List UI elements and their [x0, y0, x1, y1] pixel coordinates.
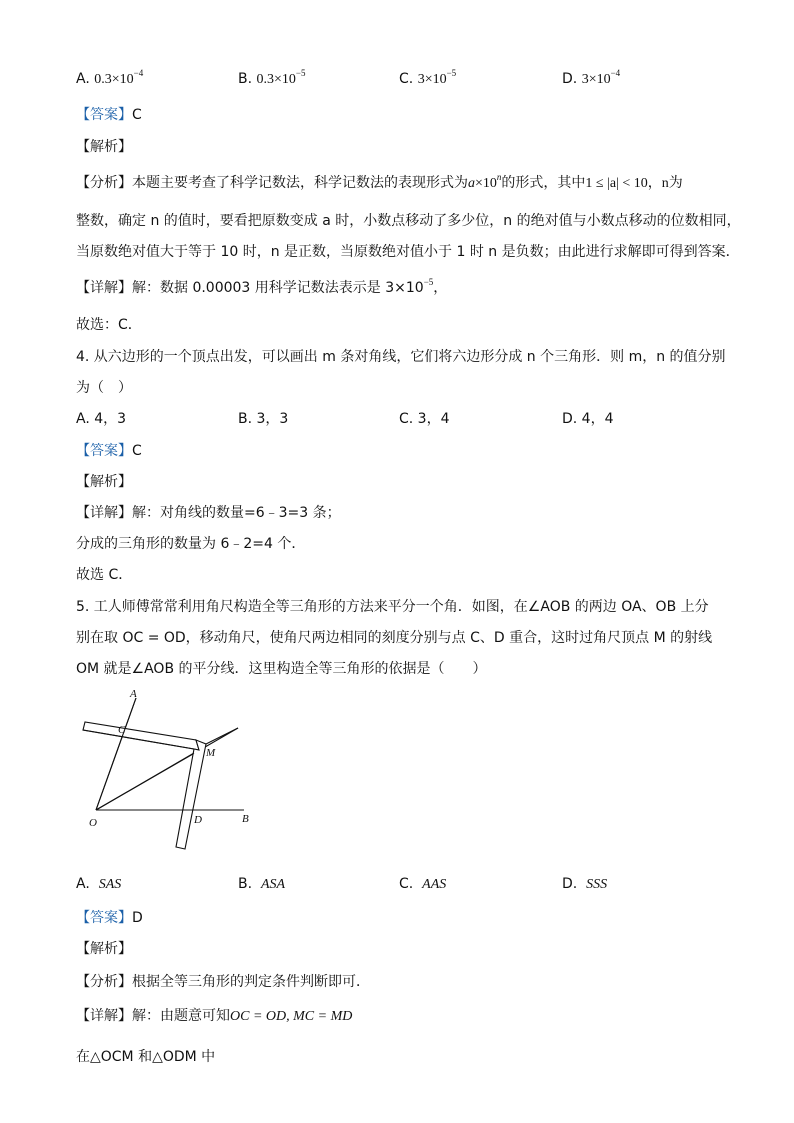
option-exponent: −5 — [446, 68, 457, 78]
q5-fenxi — [76, 971, 370, 991]
detail-text: 解：由题意可知 — [132, 1008, 230, 1024]
ruler-arm-vertical — [176, 740, 206, 849]
q3-fenxi-line-3: 当原数绝对值大于等于 10 时，n 是正数，当原数绝对值小于 1 时 n 是负数；由此进行求解即可得到答案． — [76, 244, 740, 260]
answer-tag: 【答案】 — [76, 910, 132, 926]
q3-answer — [76, 104, 142, 124]
answer-tag: 【答案】 — [76, 107, 132, 123]
q5-option-d — [562, 876, 607, 893]
option-letter: C. — [399, 71, 414, 87]
q3-fenxi-line-2: 整数，确定 n 的值时，要看把原数变成 a 时，小数点移动了多少位，n 的绝对值与小数点移动的位数相同， — [76, 213, 741, 229]
answer-value: C — [132, 107, 142, 123]
label-o: O — [89, 817, 97, 829]
detail-text: 解：数据 0.00003 用科学记数法表示是 3×10 — [132, 280, 424, 296]
q5-answer — [76, 907, 143, 927]
label-c: C — [118, 724, 126, 736]
q4-stem-line-2: 为（ ） — [76, 380, 132, 396]
math-power: ×10 — [475, 176, 497, 191]
detail-math: OC = OD, MC = MD — [230, 1009, 353, 1024]
option-letter: D. — [562, 876, 578, 892]
q4-option-d: D. 4，4 — [562, 411, 614, 427]
answer-tag: 【答案】 — [76, 443, 132, 459]
option-value: SAS — [98, 877, 122, 892]
option-mantissa: 3 — [581, 72, 589, 87]
q5-option-b — [238, 876, 285, 893]
q3-conclusion: 故选：C． — [76, 317, 142, 333]
option-letter: B. — [238, 876, 253, 892]
q3-option-c: C. $3\times 10^{-5}$ — [399, 68, 457, 87]
detail-tag: 【详解】 — [76, 280, 132, 296]
q3-option-a: A. $0.3\times 10^{-4}$ — [76, 68, 144, 87]
q4-analysis-tag: 【解析】 — [76, 474, 132, 490]
option-mantissa: 0.3 — [94, 72, 112, 87]
math-range: 1 ≤ |a| < 10，n为 — [585, 176, 683, 191]
detail-exponent: −5 — [423, 277, 434, 287]
option-value: SSS — [586, 877, 608, 892]
q4-answer — [76, 440, 142, 460]
q5-option-c — [399, 876, 446, 893]
q3-detail — [76, 277, 447, 297]
fenxi-text: 的形式，其中 — [501, 175, 586, 191]
math-a: a — [468, 176, 475, 191]
q5-detail — [76, 1005, 352, 1025]
q5-analysis-tag: 【解析】 — [76, 941, 132, 957]
q4-conclusion: 故选 C． — [76, 567, 133, 583]
q4-detail-line-2: 分成的三角形的数量为 6﹣2=4 个． — [76, 536, 306, 552]
option-mantissa: 0.3 — [256, 72, 275, 87]
label-m: M — [206, 747, 216, 759]
fenxi-text: 根据全等三角形的判定条件判断即可． — [132, 974, 370, 990]
fenxi-tag: 【分析】 — [76, 974, 132, 990]
fenxi-text: 本题主要考查了科学记数法，科学记数法的表现形式为 — [132, 175, 468, 191]
option-letter: D. — [562, 71, 578, 87]
detail-text: ， — [433, 280, 448, 296]
detail-tag: 【详解】 — [76, 1008, 132, 1024]
answer-value: C — [132, 443, 142, 459]
option-exponent: −5 — [295, 68, 306, 78]
q5-stem-line-3: OM 就是∠AOB 的平分线．这里构造全等三角形的依据是（ ） — [76, 661, 487, 677]
detail-text: 解：对角线的数量=6﹣3=3 条； — [132, 505, 341, 521]
answer-value: D — [132, 910, 143, 926]
option-letter: C. — [399, 876, 414, 892]
ruler-arm-horizontal — [83, 722, 199, 750]
q5-last-line: 在△OCM 和△ODM 中 — [76, 1049, 216, 1065]
q5-stem-line-2: 别在取 OC = OD，移动角尺，使角尺两边相同的刻度分别与点 C、D 重合，这时过角尺顶点 M 的射线 — [76, 630, 713, 646]
option-letter: B. — [238, 71, 253, 87]
q3-option-d: D. $3\times 10^{-4}$ — [562, 68, 621, 87]
detail-tag: 【详解】 — [76, 505, 132, 521]
option-letter: A. — [76, 876, 90, 892]
q5-stem-line-1: 5. 工人师傅常常利用角尺构造全等三角形的方法来平分一个角．如图，在∠AOB 的两边 OA、OB 上分 — [76, 599, 709, 615]
angle-bisector-figure — [74, 684, 264, 854]
q4-stem-line-1: 4. 从六边形的一个顶点出发，可以画出 m 条对角线，它们将六边形分成 n 个三角形．则 m，n 的值分别 — [76, 349, 726, 365]
label-b: B — [242, 813, 249, 825]
fenxi-tag: 【分析】 — [76, 175, 132, 191]
q4-option-b: B. 3，3 — [238, 411, 289, 427]
option-exponent: −4 — [133, 68, 144, 78]
option-value: AAS — [422, 877, 447, 892]
q3-analysis-tag: 【解析】 — [76, 139, 132, 155]
q5-option-a — [76, 876, 121, 893]
q3-option-b: B. $0.3\times 10^{-5}$ — [238, 68, 306, 87]
option-value: ASA — [260, 877, 286, 892]
label-a: A — [130, 688, 137, 700]
q4-option-a: A. 4，3 — [76, 411, 127, 427]
q4-option-c: C. 3，4 — [399, 411, 450, 427]
option-mantissa: 3 — [417, 72, 425, 87]
option-letter: A. — [76, 71, 90, 87]
q3-fenxi-line-1 — [76, 172, 683, 192]
q4-detail-line-1 — [76, 502, 341, 522]
math-n: n — [496, 172, 502, 182]
option-exponent: −4 — [610, 68, 621, 78]
label-d: D — [194, 814, 202, 826]
